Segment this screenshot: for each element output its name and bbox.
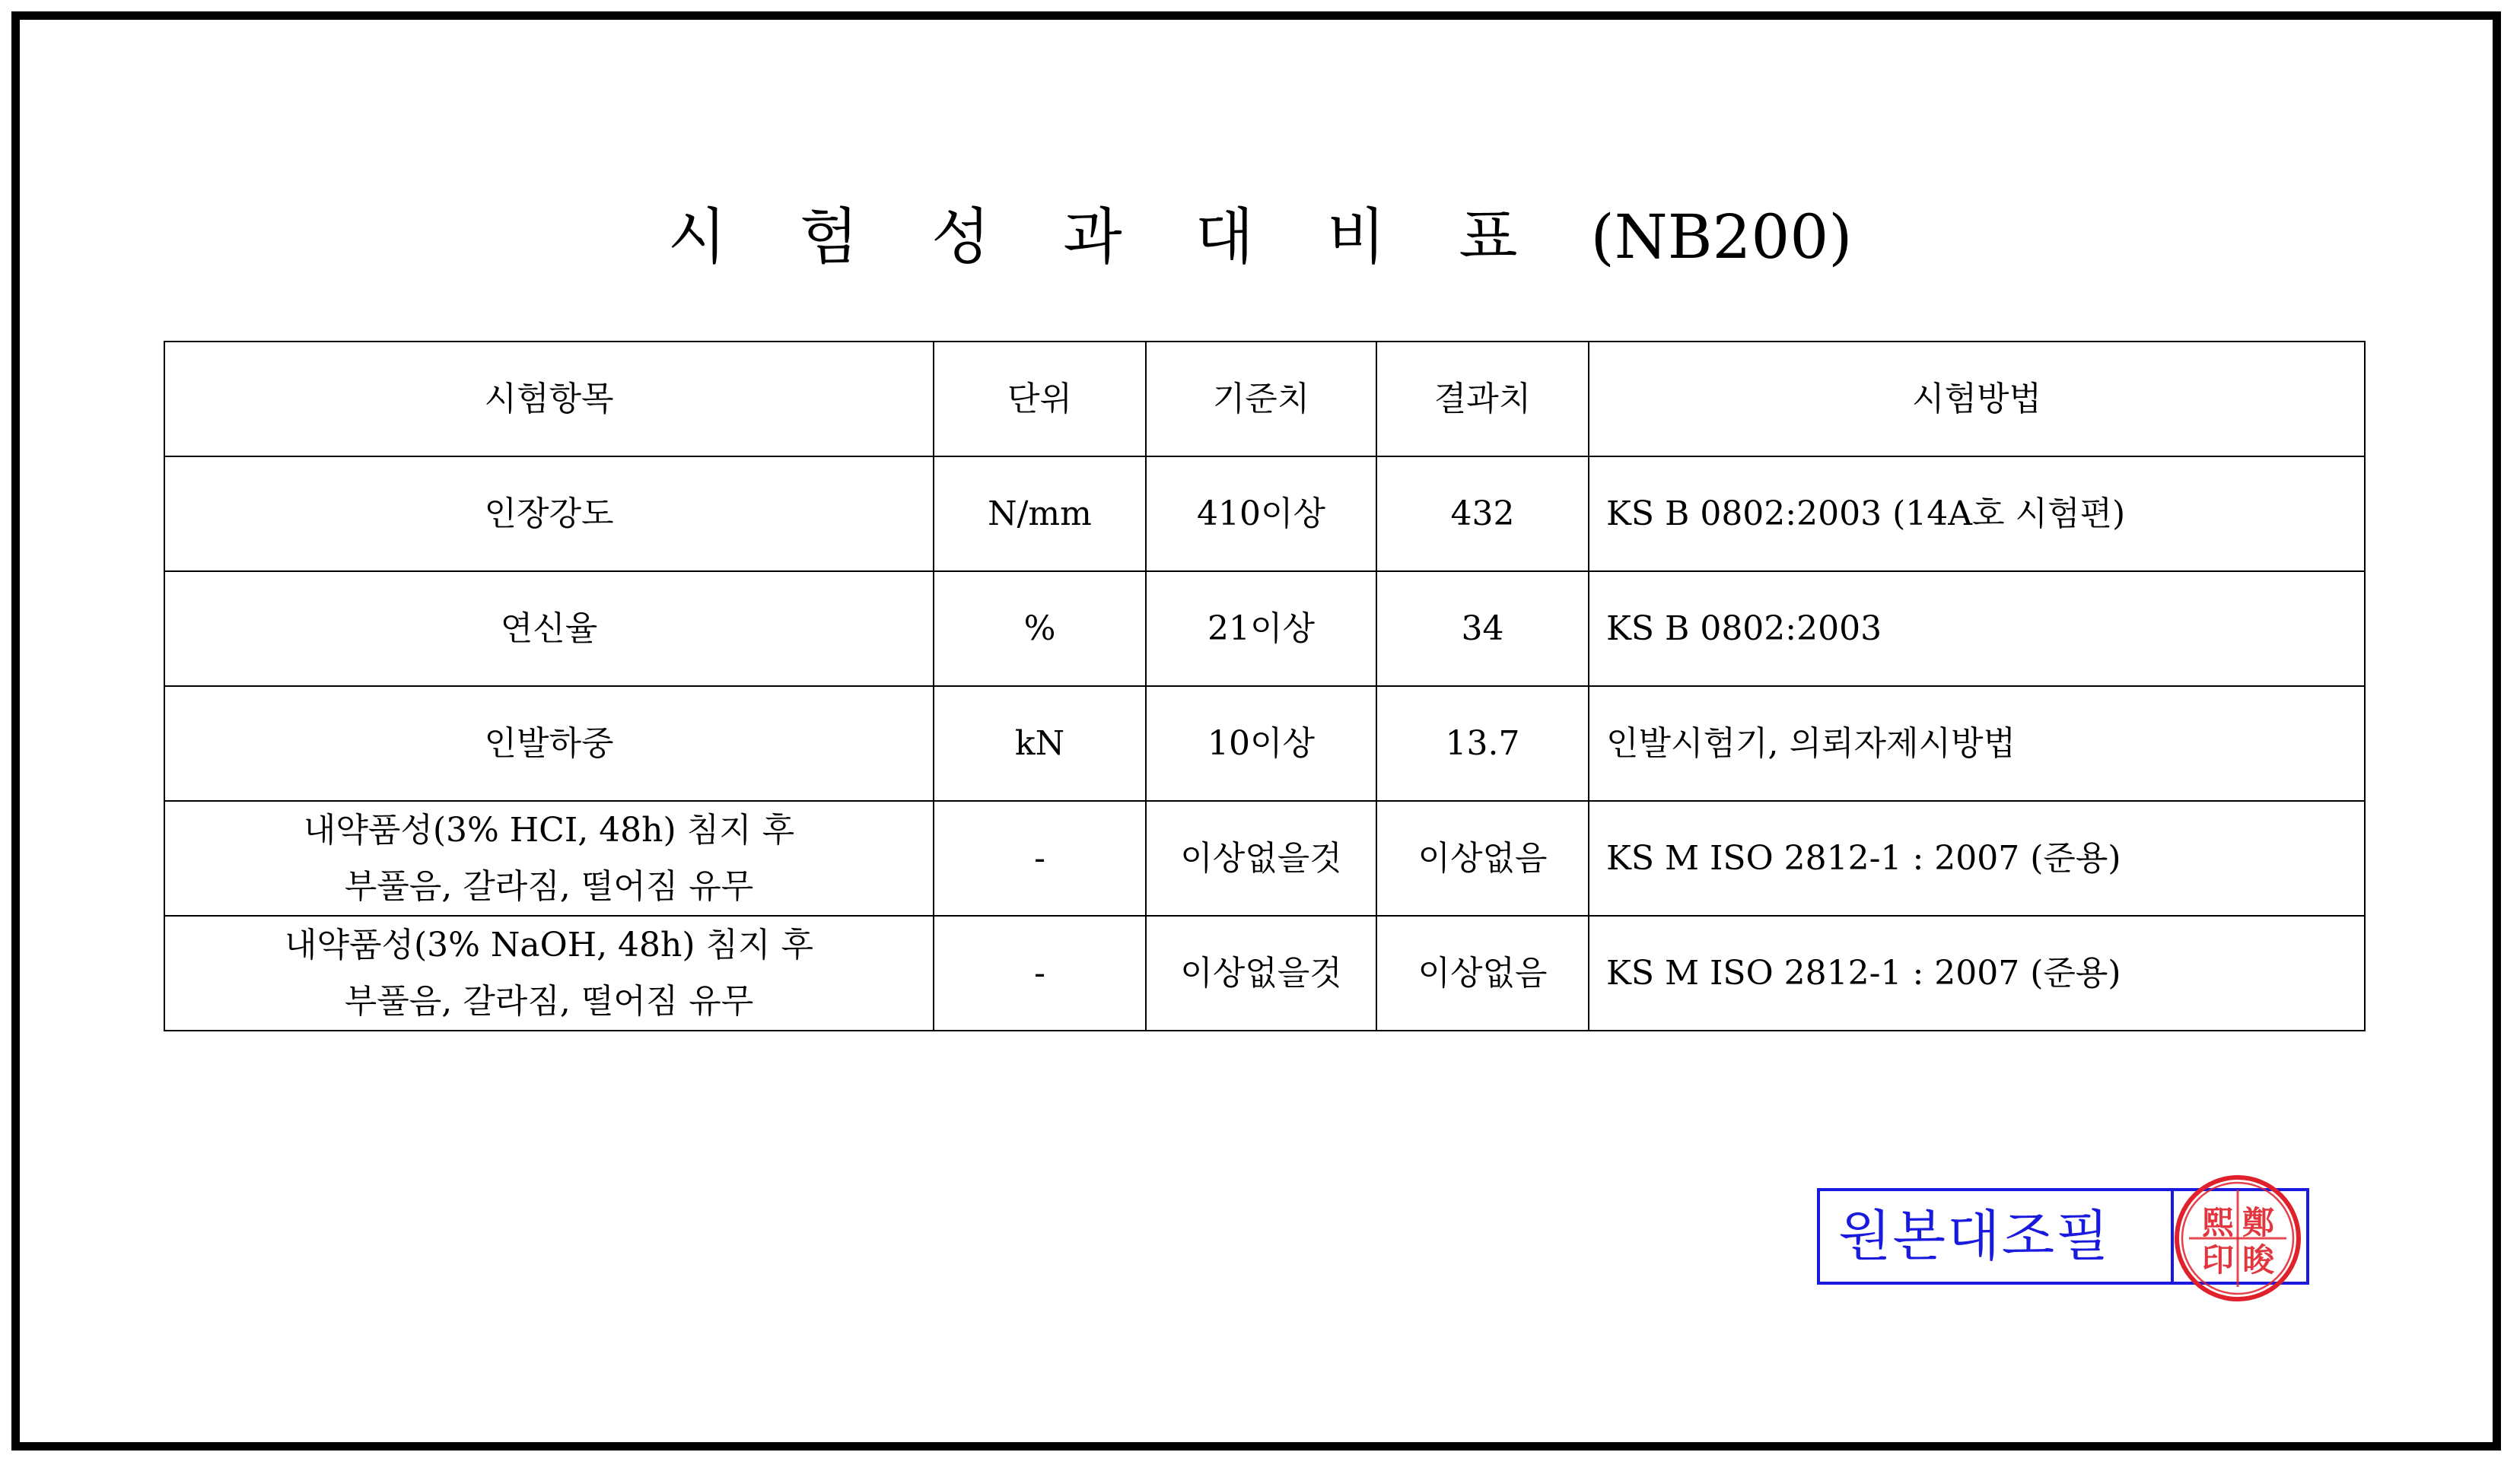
table-row	[164, 686, 2365, 801]
cell-unit: N/mm	[934, 456, 1146, 571]
cell-standard: 이상없을것	[1146, 801, 1376, 916]
test-item-line: 내약품성(3% NaOH, 48h) 침지 후	[284, 925, 814, 964]
test-item-line: 부풀음, 갈라짐, 떨어짐 유무	[344, 981, 754, 1021]
test-item-line: 부풀음, 갈라짐, 떨어짐 유무	[344, 866, 754, 906]
cell-test-item	[164, 456, 934, 571]
cell-test-method: KS M ISO 2812-1 : 2007 (준용)	[1589, 801, 2365, 916]
test-item-line: 내약품성(3% HCI, 48h) 침지 후	[303, 810, 795, 850]
title-korean: 시험성과대비표	[667, 202, 1591, 272]
cell-standard: 이상없을것	[1146, 916, 1376, 1031]
table-row	[164, 571, 2365, 686]
cell-standard: 10이상	[1146, 686, 1376, 801]
cell-unit: kN	[934, 686, 1146, 801]
cell-result: 13.7	[1376, 686, 1589, 801]
header-standard: 기준치	[1146, 342, 1376, 456]
cell-test-item	[164, 571, 934, 686]
header-test-method: 시험방법	[1589, 342, 2365, 456]
svg-text:熙: 熙	[2201, 1204, 2235, 1241]
table-header-row	[164, 342, 2365, 456]
test-item-line: 연신율	[500, 608, 598, 648]
title-model: (NB200)	[1590, 202, 1853, 272]
header-result: 결과치	[1376, 342, 1589, 456]
page-title	[0, 199, 2520, 275]
cell-test-method: 인발시험기, 의뢰자제시방법	[1589, 686, 2365, 801]
cell-result: 이상없음	[1376, 916, 1589, 1031]
cell-test-item	[164, 686, 934, 801]
cell-result: 432	[1376, 456, 1589, 571]
test-item-line: 인장강도	[484, 494, 614, 533]
cell-result: 34	[1376, 571, 1589, 686]
seal-icon	[2172, 1173, 2303, 1304]
svg-text:印: 印	[2201, 1241, 2235, 1279]
svg-text:鄭: 鄭	[2242, 1204, 2275, 1241]
table-row	[164, 801, 2365, 916]
test-results-table	[164, 341, 2366, 1031]
header-test-item: 시험항목	[164, 342, 934, 456]
cell-standard: 21이상	[1146, 571, 1376, 686]
table-row	[164, 456, 2365, 571]
cell-unit: %	[934, 571, 1146, 686]
cell-test-method: KS M ISO 2812-1 : 2007 (준용)	[1589, 916, 2365, 1031]
cell-result: 이상없음	[1376, 801, 1589, 916]
cell-unit: -	[934, 801, 1146, 916]
cell-test-item	[164, 916, 934, 1031]
header-unit: 단위	[934, 342, 1146, 456]
test-item-line: 인발하중	[484, 723, 614, 763]
svg-text:晙: 晙	[2242, 1241, 2275, 1279]
table-row	[164, 916, 2365, 1031]
cell-standard: 410이상	[1146, 456, 1376, 571]
cell-unit: -	[934, 916, 1146, 1031]
stamp-label: 원본대조필	[1820, 1191, 2174, 1282]
cell-test-method: KS B 0802:2003	[1589, 571, 2365, 686]
cell-test-method: KS B 0802:2003 (14A호 시험편)	[1589, 456, 2365, 571]
cell-test-item	[164, 801, 934, 916]
